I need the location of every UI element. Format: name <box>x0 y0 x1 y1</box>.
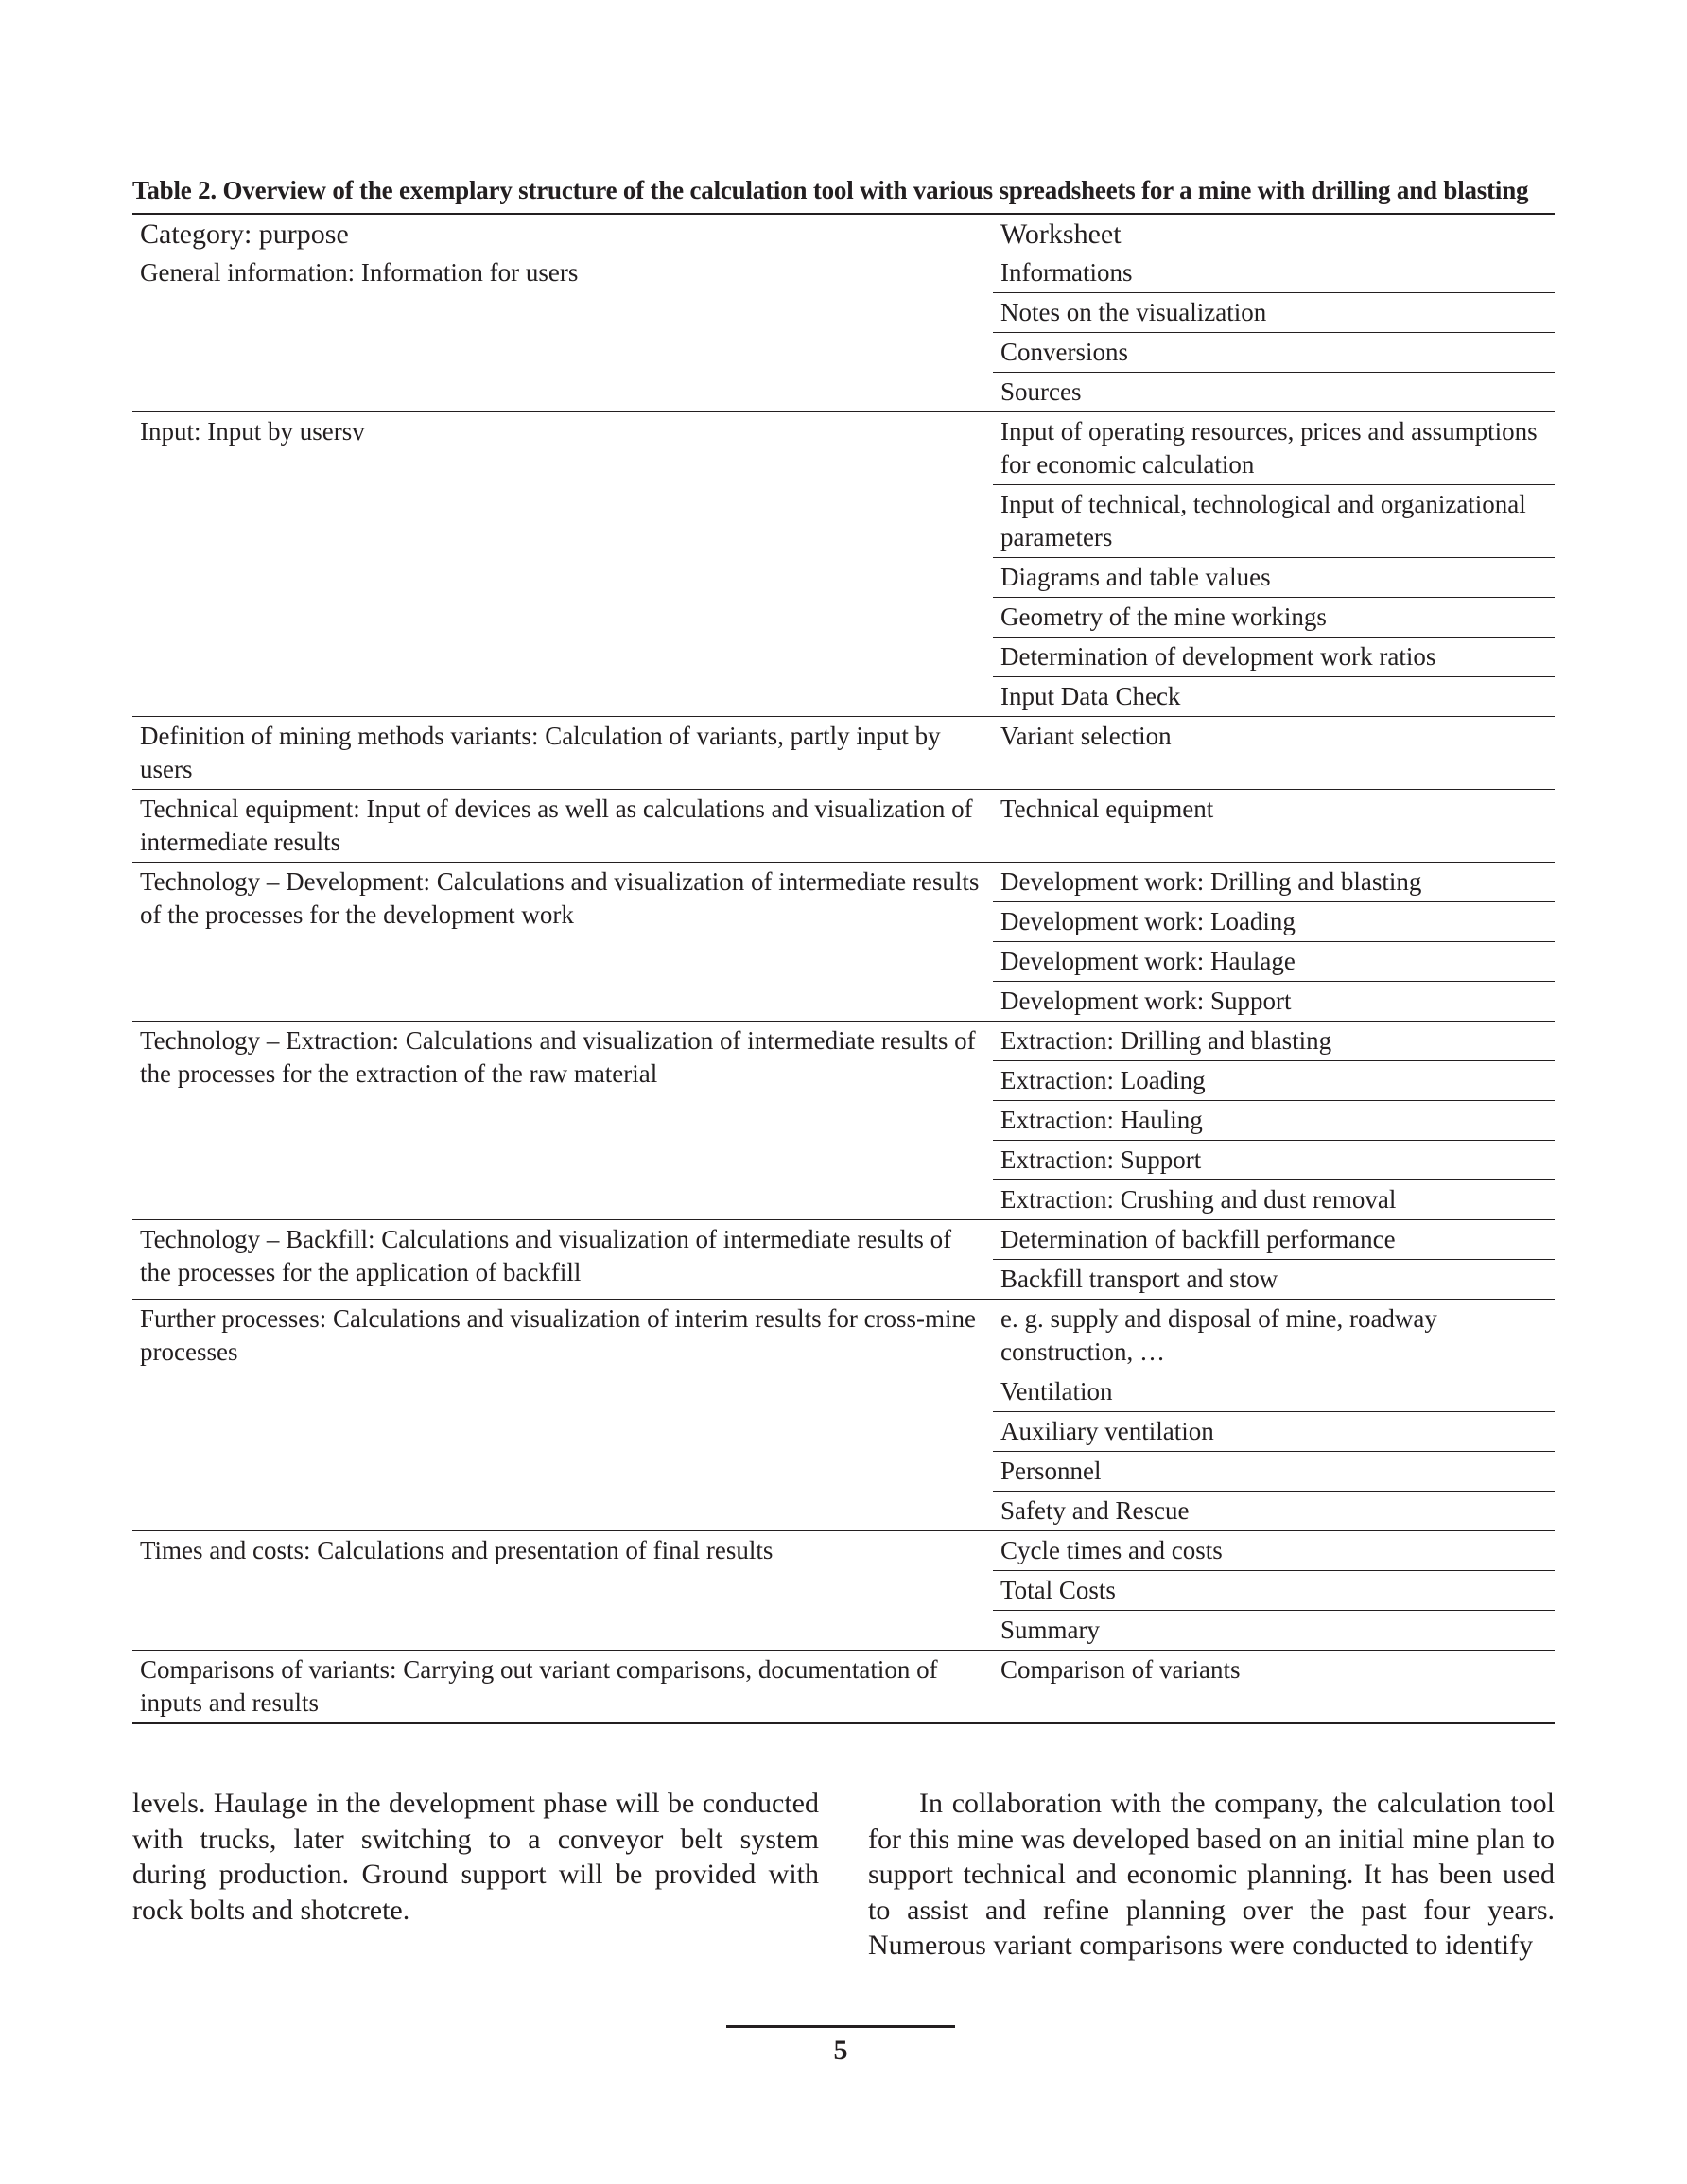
worksheet-cell: Sources <box>993 373 1555 412</box>
table-row <box>132 1300 1555 1372</box>
worksheet-cell: Input Data Check <box>993 677 1555 717</box>
worksheet-cell: Informations <box>1000 258 1133 287</box>
right-paragraph: In collaboration with the company, the calculation tool for this mine was developed based on an initial mine plan to support technical and economic planning. It has been used to assist and refine planning over the past four years. Numerous variant comparisons were conducted to identify <box>868 1788 1555 1961</box>
table-row <box>132 253 1555 293</box>
worksheet-cell: Total Costs <box>993 1571 1555 1611</box>
table-row <box>132 863 1555 902</box>
worksheet-cell: Development work: Haulage <box>993 942 1555 982</box>
worksheet-cell: Safety and Rescue <box>993 1492 1555 1531</box>
table-section <box>132 174 1555 1724</box>
worksheet-cell: Extraction: Support <box>993 1141 1555 1180</box>
worksheet-cell: Extraction: Loading <box>993 1061 1555 1101</box>
worksheet-cell: Auxiliary ventilation <box>993 1412 1555 1452</box>
worksheet-cell: Conversions <box>993 333 1555 373</box>
footer-rule <box>726 2025 955 2028</box>
worksheet-cell: Determination of development work ratios <box>993 638 1555 677</box>
worksheet-cell: Backfill transport and stow <box>993 1260 1555 1300</box>
worksheet-cell: Notes on the visualization <box>993 293 1555 333</box>
worksheet-cell: e. g. supply and disposal of mine, roadway construction, … <box>993 1300 1555 1372</box>
header-worksheet: Worksheet <box>993 214 1555 253</box>
worksheet-cell: Cycle times and costs <box>993 1531 1555 1571</box>
category-cell: Technology – Backfill: Calculations and visualization of intermediate results of the processes for the application of backfill <box>132 1220 993 1300</box>
category-cell: Further processes: Calculations and visualization of interim results for cross-mine processes <box>132 1300 993 1531</box>
category-cell: Technology – Development: Calculations and visualization of intermediate results of the processes for the development work <box>132 863 993 1022</box>
category-cell: Times and costs: Calculations and presentation of final results <box>132 1531 993 1651</box>
table-row <box>132 1220 1555 1260</box>
page-number: 5 <box>833 2035 848 2066</box>
left-paragraph: levels. Haulage in the development phase will be conducted with trucks, later switching to a conveyor belt system during production. Ground support will be provided with rock bolts and shotcrete. <box>132 1788 819 1926</box>
category-cell: Technology – Extraction: Calculations and visualization of intermediate results of the processes for the extraction of the raw material <box>132 1022 993 1220</box>
left-column <box>132 1786 819 1928</box>
worksheet-cell: Determination of backfill performance <box>993 1220 1555 1260</box>
category-cell: Technical equipment: Input of devices as well as calculations and visualization of intermediate results <box>132 790 993 863</box>
worksheet-cell: Comparison of variants <box>993 1651 1555 1724</box>
worksheet-cell: Personnel <box>993 1452 1555 1492</box>
table-row <box>132 717 1555 790</box>
category-cell: Comparisons of variants: Carrying out variant comparisons, documentation of inputs and results <box>132 1651 993 1724</box>
table-row <box>132 1531 1555 1571</box>
table-row <box>132 1022 1555 1061</box>
overview-table <box>132 213 1555 1724</box>
worksheet-cell: Development work: Support <box>993 982 1555 1022</box>
worksheet-cell: Extraction: Hauling <box>993 1101 1555 1141</box>
table-header-row <box>132 214 1555 253</box>
table-row <box>132 412 1555 485</box>
header-category: Category: purpose <box>132 214 993 253</box>
worksheet-cell: Geometry of the mine workings <box>993 598 1555 638</box>
category-cell: General information: Information for users <box>140 258 579 287</box>
table-row <box>132 1651 1555 1724</box>
worksheet-cell: Extraction: Crushing and dust removal <box>993 1180 1555 1220</box>
worksheet-cell: Development work: Drilling and blasting <box>993 863 1555 902</box>
worksheet-cell: Ventilation <box>993 1372 1555 1412</box>
category-cell: Definition of mining methods variants: Calculation of variants, partly input by users <box>132 717 993 790</box>
worksheet-cell: Development work: Loading <box>993 902 1555 942</box>
worksheet-cell: Extraction: Drilling and blasting <box>993 1022 1555 1061</box>
table-caption: Table 2. Overview of the exemplary structure of the calculation tool with various spreadsheets for a mine with drilling and blasting <box>132 176 1529 204</box>
worksheet-cell: Variant selection <box>993 717 1555 790</box>
worksheet-cell: Diagrams and table values <box>993 558 1555 598</box>
table-row <box>132 790 1555 863</box>
worksheet-cell: Technical equipment <box>993 790 1555 863</box>
worksheet-cell: Summary <box>993 1611 1555 1651</box>
right-column <box>868 1786 1555 1964</box>
category-cell: Input: Input by usersv <box>132 412 993 717</box>
table-body <box>132 253 1555 1724</box>
worksheet-cell: Input of technical, technological and organizational parameters <box>993 485 1555 558</box>
body-text <box>132 1786 1555 1975</box>
worksheet-cell: Input of operating resources, prices and assumptions for economic calculation <box>993 412 1555 485</box>
